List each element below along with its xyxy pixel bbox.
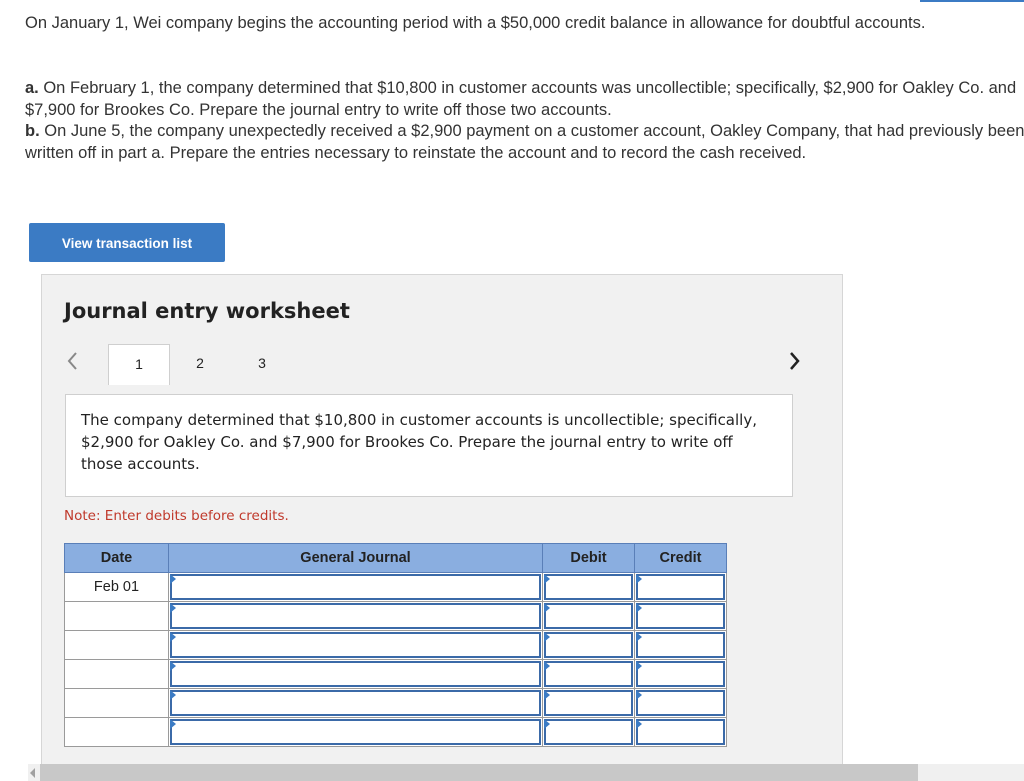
journal-cell[interactable] <box>169 573 543 602</box>
debit-input[interactable] <box>544 661 633 687</box>
debit-cell[interactable] <box>543 718 635 747</box>
journal-table <box>64 543 727 747</box>
account-input[interactable] <box>170 574 541 600</box>
tab-2[interactable]: 2 <box>196 355 204 371</box>
horizontal-scrollbar[interactable] <box>28 764 1024 781</box>
problem-parts <box>25 78 1024 164</box>
credit-cell[interactable] <box>635 602 727 631</box>
credit-input[interactable] <box>636 661 725 687</box>
intro-text: On January 1, Wei company begins the accounting period with a $50,000 credit balance in allowance for doubtful accounts. <box>25 14 926 32</box>
table-row <box>65 631 727 660</box>
debit-cell[interactable] <box>543 631 635 660</box>
part-b-label: b. <box>25 122 40 140</box>
scrollbar-thumb[interactable] <box>40 764 918 781</box>
table-row <box>65 660 727 689</box>
view-transaction-list-button[interactable]: View transaction list <box>29 223 225 262</box>
debit-cell[interactable] <box>543 660 635 689</box>
column-header-general-journal: General Journal <box>169 544 543 573</box>
tab-1[interactable]: 1 <box>108 344 170 385</box>
credit-cell[interactable] <box>635 660 727 689</box>
date-cell <box>65 689 169 718</box>
credit-input[interactable] <box>636 574 725 600</box>
credit-input[interactable] <box>636 690 725 716</box>
column-header-debit: Debit <box>543 544 635 573</box>
account-input[interactable] <box>170 719 541 745</box>
debit-input[interactable] <box>544 632 633 658</box>
date-cell <box>65 660 169 689</box>
account-input[interactable] <box>170 690 541 716</box>
part-b <box>25 121 1024 164</box>
chevron-right-icon[interactable] <box>786 348 804 374</box>
account-input[interactable] <box>170 661 541 687</box>
tab-3[interactable]: 3 <box>258 355 266 371</box>
credit-cell[interactable] <box>635 689 727 718</box>
part-a <box>25 78 1024 121</box>
chevron-left-icon[interactable] <box>64 348 82 374</box>
part-b-text: On June 5, the company unexpectedly received a $2,900 payment on a customer account, Oakley Company, that had previously been written off in part a. Prepare the entries necessary to reinstate the account and to record the cash received. <box>25 122 1024 162</box>
journal-cell[interactable] <box>169 660 543 689</box>
credit-input[interactable] <box>636 632 725 658</box>
date-cell <box>65 631 169 660</box>
table-row <box>65 718 727 747</box>
journal-header-row <box>65 544 727 573</box>
journal-cell[interactable] <box>169 602 543 631</box>
account-input[interactable] <box>170 603 541 629</box>
debit-input[interactable] <box>544 690 633 716</box>
transaction-description: The company determined that $10,800 in customer accounts is uncollectible; specifically, $2,900 for Oakley Co. and $7,900 for Brookes Co. Prepare the journal entry to write off those accounts. <box>65 394 793 497</box>
debit-input[interactable] <box>544 574 633 600</box>
debit-cell[interactable] <box>543 689 635 718</box>
date-cell <box>65 718 169 747</box>
column-header-credit: Credit <box>635 544 727 573</box>
entry-note: Note: Enter debits before credits. <box>64 508 289 524</box>
journal-cell[interactable] <box>169 689 543 718</box>
part-a-text: On February 1, the company determined that $10,800 in customer accounts was uncollectible; specifically, $2,900 for Oakley Co. and $7,900 for Brookes Co. Prepare the journal entry to write off those two accounts. <box>25 79 1017 119</box>
credit-input[interactable] <box>636 719 725 745</box>
table-row <box>65 602 727 631</box>
scroll-left-icon[interactable] <box>30 768 35 778</box>
account-input[interactable] <box>170 632 541 658</box>
credit-cell[interactable] <box>635 718 727 747</box>
column-header-date: Date <box>65 544 169 573</box>
problem-intro <box>25 12 1024 34</box>
journal-cell[interactable] <box>169 718 543 747</box>
worksheet-title: Journal entry worksheet <box>64 299 350 323</box>
debit-cell[interactable] <box>543 602 635 631</box>
credit-input[interactable] <box>636 603 725 629</box>
table-row <box>65 689 727 718</box>
debit-input[interactable] <box>544 603 633 629</box>
date-cell: Feb 01 <box>65 573 169 602</box>
part-a-label: a. <box>25 79 39 97</box>
debit-input[interactable] <box>544 719 633 745</box>
credit-cell[interactable] <box>635 573 727 602</box>
credit-cell[interactable] <box>635 631 727 660</box>
journal-cell[interactable] <box>169 631 543 660</box>
top-accent-line <box>920 0 1024 2</box>
date-cell <box>65 602 169 631</box>
debit-cell[interactable] <box>543 573 635 602</box>
table-row <box>65 573 727 602</box>
